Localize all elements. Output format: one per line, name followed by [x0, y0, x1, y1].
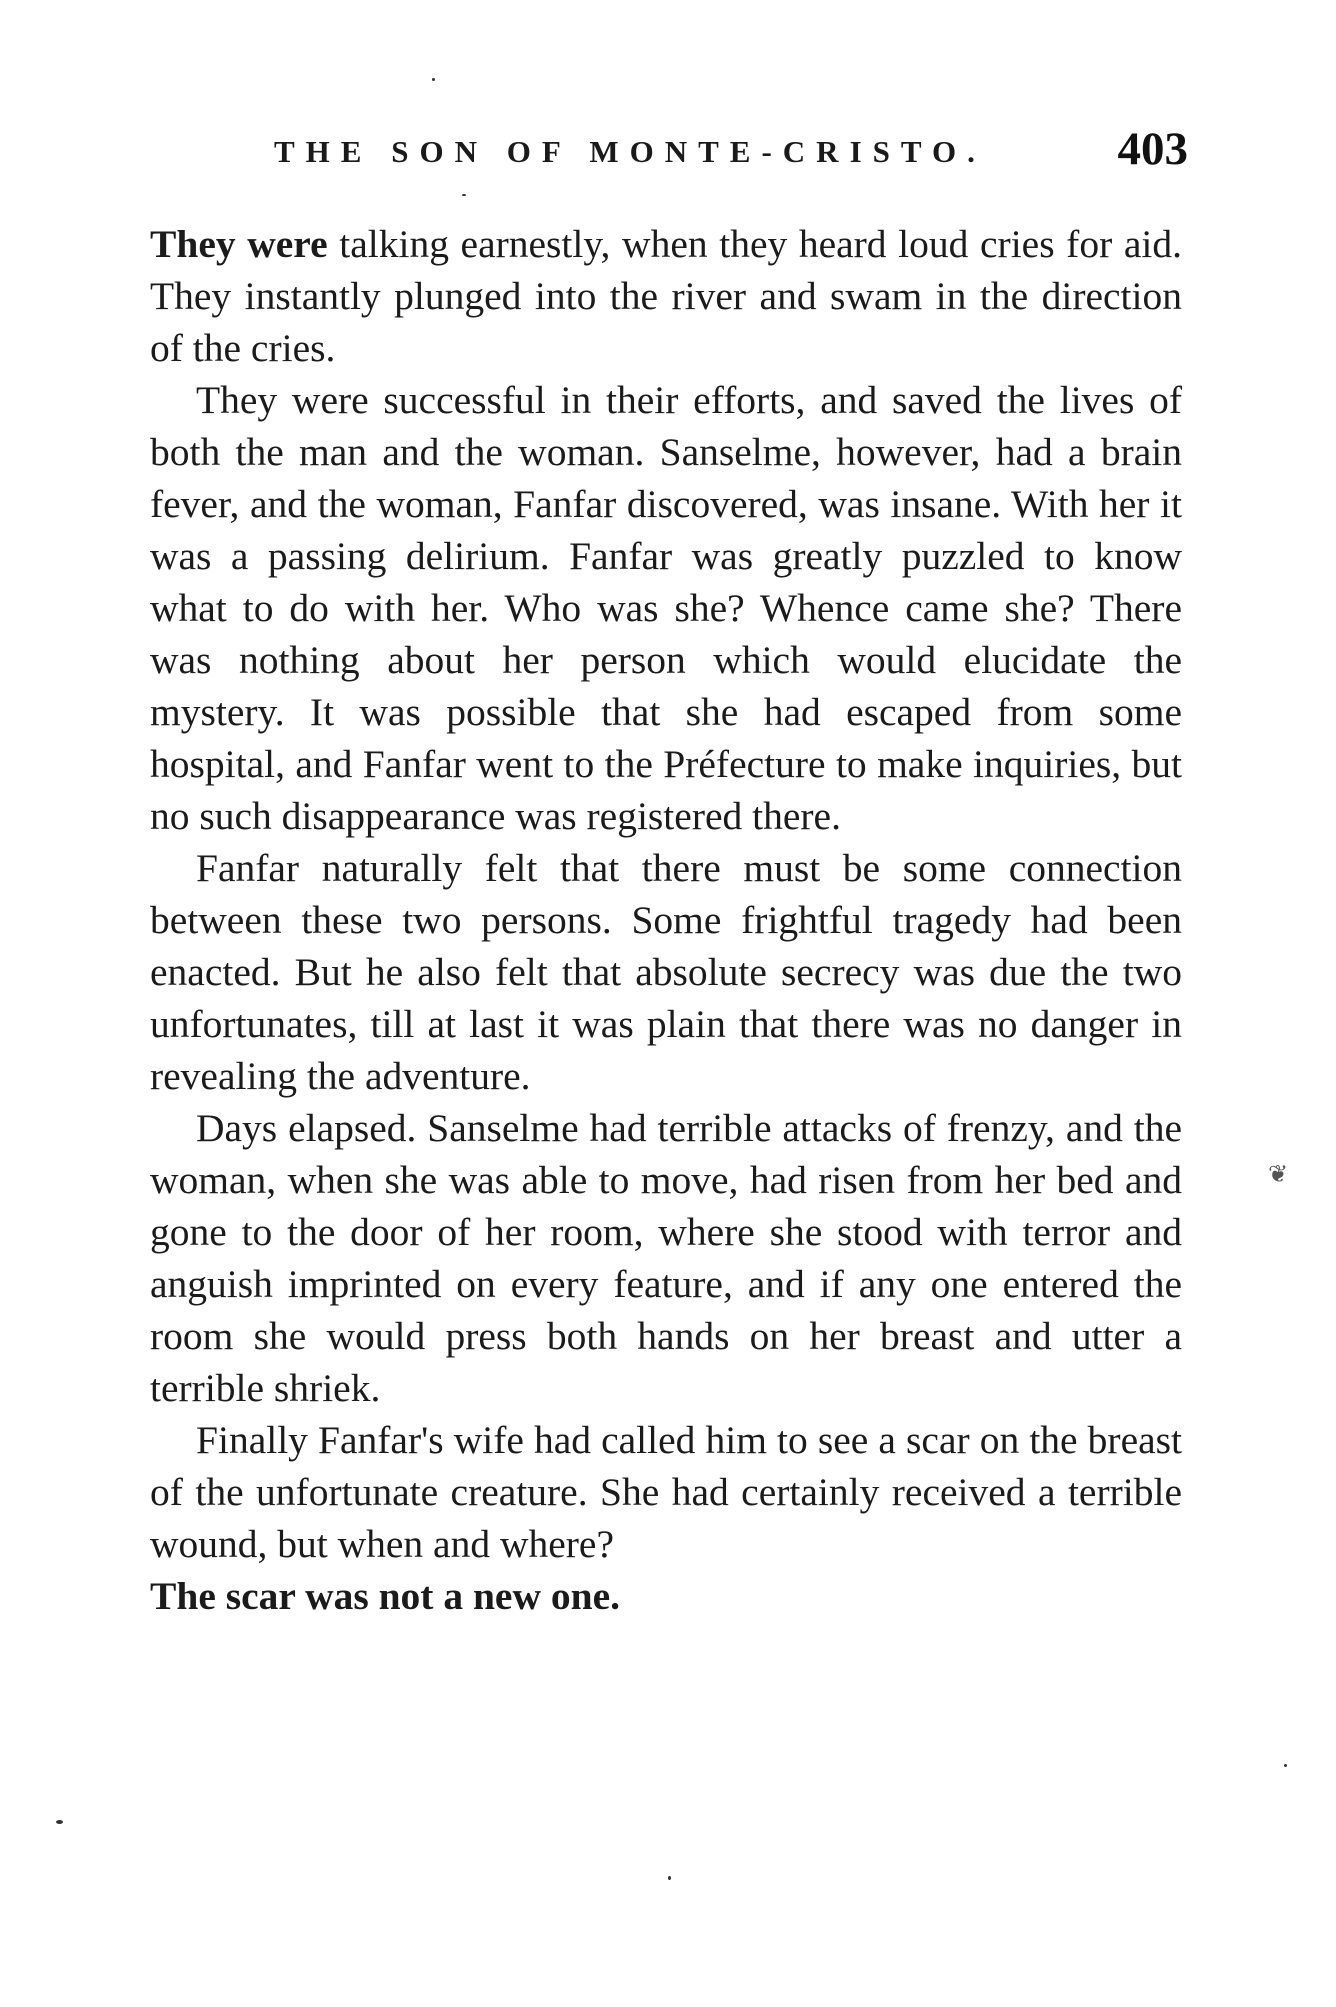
paragraph-1 [150, 218, 1182, 374]
running-head [274, 118, 1188, 178]
print-speck [432, 78, 435, 81]
print-speck [1284, 1764, 1287, 1767]
paragraph-2-text: They were successful in their efforts, and saved the lives of both the man and the woman. Sanselme, however, had a brain fever, and the woman, Fanfar discovered, was insane. With her it was a passing delirium. Fanfar was greatly puzzled to know what to do with her. Who was she? Whence came she? There was nothing about her person which would elucidate the mystery. It was possible that she had escaped from some hospital, and Fanfar went to the Préfecture to make inquiries, but no such disappearance was registered there. [150, 378, 1182, 838]
paragraph-5-text: Finally Fanfar's wife had called him to see a scar on the breast of the unfortunate creature. She had certainly received a terrible wound, but when and where? [150, 1418, 1182, 1566]
margin-ornament-icon: ❦ [1268, 1160, 1289, 1188]
paragraph-4-text: Days elapsed. Sanselme had terrible attacks of frenzy, and the woman, when she was able to move, had risen from her bed and gone to the door of her room, where she stood with terror and anguish imprinted on every feature, and if any one entered the room she would press both hands on her breast and utter a terrible shriek. [150, 1106, 1182, 1410]
paragraph-3 [150, 842, 1182, 1102]
paragraph-5 [150, 1414, 1182, 1622]
paragraph-4 [150, 1102, 1182, 1414]
print-speck [462, 194, 466, 196]
paragraph-3-text: Fanfar naturally felt that there must be some connection between these two persons. Some frightful tragedy had been enacted. But he also felt that absolute secrecy was due the two unfortunates, till at last it was plain that there was no danger in revealing the adventure. [150, 846, 1182, 1098]
print-speck [56, 1820, 63, 1824]
paragraph-1-text: talking earnestly, when they heard loud cries for aid. They instantly plunged into the river and swam in the direction of the cries. [150, 222, 1182, 370]
page-number: 403 [1117, 123, 1188, 175]
paragraph-2 [150, 374, 1182, 842]
body-text [150, 218, 1182, 1622]
running-title: THE SON OF MONTE-CRISTO. [274, 134, 986, 169]
paragraph-5-tail: The scar was not a new one. [150, 1574, 620, 1618]
print-speck [668, 1876, 671, 1880]
paragraph-1-lead: They were [150, 222, 328, 266]
